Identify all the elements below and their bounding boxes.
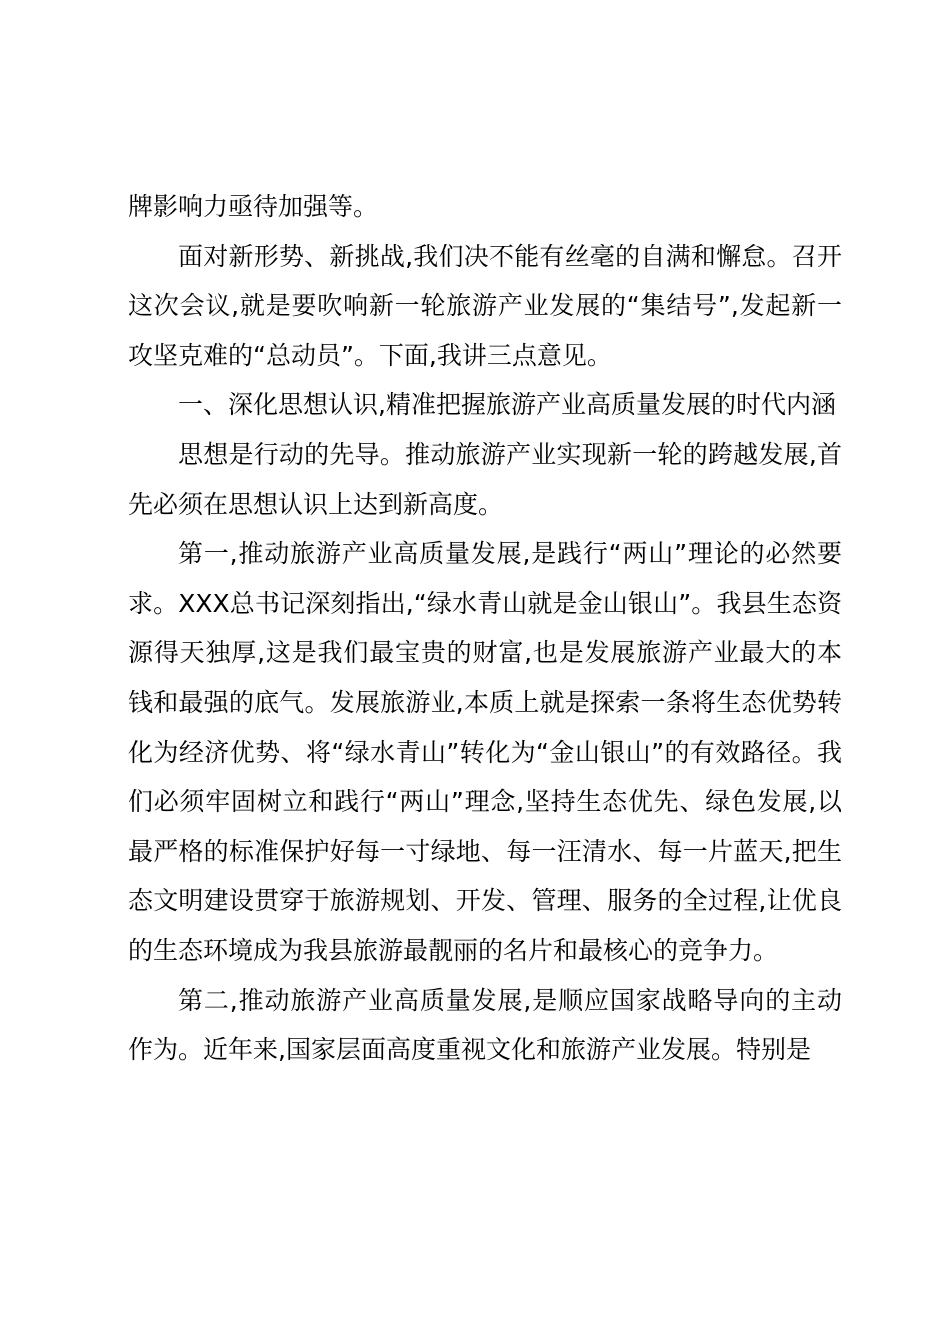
body-text (128, 182, 842, 1075)
paragraph-first-point: 第一,推动旅游产业高质量发展,是践行“两山”理论的必然要求。XXX总书记深刻指出,“绿水青山就是金山银山”。我县生态资源得天独厚,这是我们最宝贵的财富,也是发展旅游产业最大的本钱和最强的底气。发展旅游业,本质上就是探索一条将生态优势转化为经济优势、将“绿水青山”转化为“金山银山”的有效路径。我们必须牢固树立和践行“两山”理念,坚持生态优先、绿色发展,以最严格的标准保护好每一寸绿地、每一汪清水、每一片蓝天,把生态文明建设贯穿于旅游规划、开发、管理、服务的全过程,让优良的生态环境成为我县旅游最靓丽的名片和最核心的竞争力。 (128, 539, 842, 965)
paragraph-continuation: 牌影响力亟待加强等。 (128, 192, 379, 221)
paragraph-intro: 面对新形势、新挑战,我们决不能有丝毫的自满和懈怠。召开这次会议,就是要吹响新一轮旅游产业发展的“集结号”,发起新一攻坚克难的“总动员”。下面,我讲三点意见。 (128, 241, 842, 370)
section-heading: 一、深化思想认识,精准把握旅游产业高质量发展的时代内涵 (178, 390, 836, 420)
paragraph-second-point: 第二,推动旅游产业高质量发展,是顺应国家战略导向的主动作为。近年来,国家层面高度重视文化和旅游产业发展。特别是 (128, 985, 842, 1065)
paragraph-thought: 思想是行动的先导。推动旅游产业实现新一轮的跨越发展,首先必须在思想认识上达到新高度。 (128, 439, 842, 519)
